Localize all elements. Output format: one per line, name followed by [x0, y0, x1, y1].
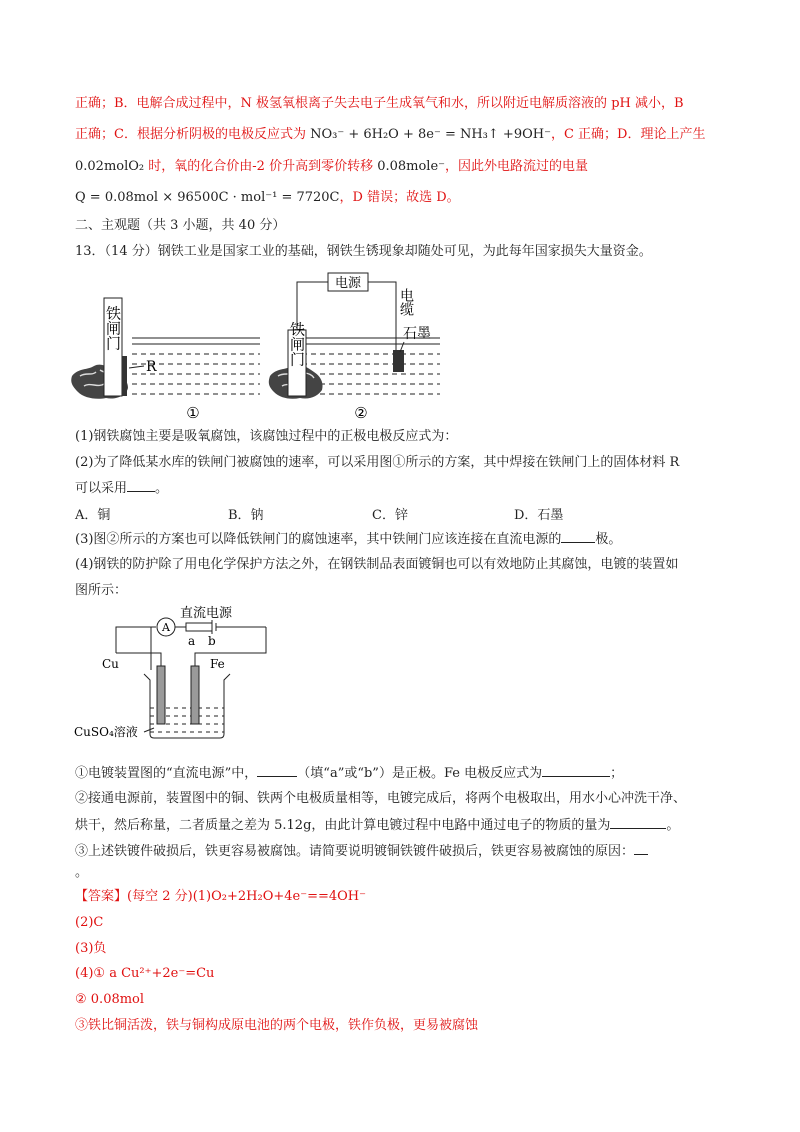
terminal-a: a: [188, 634, 196, 648]
prev-answer-text: ，C 正确；D．理论上产生: [550, 127, 706, 142]
diagram-1: [71, 298, 260, 422]
answer-line-2: (2)C: [75, 915, 104, 930]
prev-answer-line-1: 正确；B．电解合成过程中，N 极氢氧根离子失去电子生成氧气和水，所以附近电解质溶液的 pH 减小，B: [75, 96, 684, 111]
gate-label: 铁闸门: [288, 321, 306, 367]
iron-electrode: [191, 666, 199, 724]
option-d[interactable]: D．石墨: [514, 508, 564, 523]
graphite-electrode: [393, 350, 404, 372]
subquestion-4-1: [75, 764, 623, 783]
subquestion-text: （填“a”或“b”）是正极。Fe 电极反应式为: [297, 766, 543, 781]
option-b[interactable]: B．钠: [228, 508, 264, 523]
answer-line-3: (3)负: [75, 941, 107, 956]
diagram-2: [269, 273, 440, 422]
answer-line-5: ② 0.08mol: [75, 992, 145, 1007]
figure-number-2: ②: [354, 404, 368, 422]
solution-label: CuSO₄溶液: [74, 725, 138, 739]
answer-blank[interactable]: [634, 842, 648, 855]
graphite-label: 石墨: [403, 326, 431, 342]
subquestion-text: ；: [610, 766, 624, 781]
answer-line-1: [75, 888, 366, 906]
subquestion-text: 烘干，然后称量，二者质量之差为 5.12g，由此计算电镀过程中电路中通过电子的物质的量为: [75, 818, 611, 833]
dc-power-label: 直流电源: [179, 606, 233, 621]
prev-answer-line-3: [75, 158, 588, 176]
answer-line-6: ③铁比铜活泼，铁与铜构成原电池的两个电极，铁作负极，更易被腐蚀: [75, 1018, 479, 1033]
subquestion-text: (3)图②所示的方案也可以降低铁闸门的腐蚀速率，其中铁闸门应该连接在直流电源的: [75, 532, 562, 547]
section-title: 二、主观题（共 3 小题，共 40 分）: [75, 218, 286, 233]
answer-blank[interactable]: [542, 764, 610, 777]
subquestion-text: 极。: [595, 532, 622, 547]
figure-iron-gate: [70, 272, 450, 422]
r-block: [122, 356, 127, 396]
answer-tag: 【答案】: [75, 889, 128, 904]
oxygen-amount: 0.02molO₂: [75, 159, 145, 174]
prev-answer-text: 时，氧的化合价由-2 价升高到零价转移: [144, 159, 378, 174]
subquestion-text: 。: [666, 818, 680, 833]
ammeter-label: A: [162, 621, 170, 634]
subquestion-3: [75, 530, 621, 549]
prev-answer-line-4: [75, 189, 460, 207]
terminal-b: b: [208, 634, 216, 648]
answer-blank[interactable]: [561, 530, 595, 543]
subquestion-text: ③上述铁镀件破损后，铁更容易被腐蚀。请简要说明镀铜铁镀件破损后，铁更容易被腐蚀的原因：: [75, 844, 635, 859]
answer-line-4: (4)① a Cu²⁺+2e⁻=Cu: [75, 966, 215, 981]
prev-answer-line-2: [75, 126, 705, 144]
answer-blank[interactable]: [127, 479, 155, 492]
copper-electrode: [157, 666, 165, 724]
subquestion-1: (1)钢铁腐蚀主要是吸氧腐蚀，该腐蚀过程中的正极电极反应式为：: [75, 429, 458, 444]
question-13-stem: 13．（14 分）钢铁工业是国家工业的基础，钢铁生锈现象却随处可见，为此每年国家损失大量资金。: [75, 244, 652, 259]
electron-amount: 0.08mole⁻: [377, 159, 446, 174]
cable-label: 电缆: [398, 288, 414, 316]
charge-equation: Q = 0.08mol × 96500C · mol⁻¹ = 7720C: [75, 190, 340, 205]
subquestion-text: ①电镀装置图的“直流电源”中，: [75, 766, 258, 781]
figure-number-1: ①: [186, 404, 200, 422]
answer-blank[interactable]: [257, 764, 297, 777]
option-c[interactable]: C．锌: [372, 508, 408, 523]
subquestion-4-2-line-2: [75, 816, 679, 835]
subquestion-text: 可以采用: [75, 481, 128, 496]
power-label: 电源: [334, 276, 362, 291]
option-a[interactable]: A．铜: [75, 508, 111, 523]
battery-negative: [186, 623, 212, 631]
subquestion-text: 。: [155, 481, 169, 496]
subquestion-4-3: [75, 842, 648, 861]
answer-blank[interactable]: [610, 816, 666, 829]
r-label: R: [146, 359, 157, 375]
prev-answer-text: ，因此外电路流过的电量: [445, 159, 589, 174]
fe-label: Fe: [210, 657, 225, 671]
cu-label: Cu: [102, 657, 119, 671]
prev-answer-text: ，D 错误；故选 D。: [339, 190, 460, 205]
prev-answer-text: 正确；C．根据分析阴极的电极反应式为: [75, 127, 311, 142]
subquestion-4-line-2: 图所示：: [75, 583, 128, 598]
subquestion-4-3-end: 。: [75, 865, 89, 880]
subquestion-4-2-line-1: ②接通电源前，装置图中的铜、铁两个电极质量相等，电镀完成后，将两个电极取出，用水小心冲洗干净、: [75, 791, 687, 806]
subquestion-4-line-1: (4)钢铁的防护除了用电化学保护方法之外，在钢铁制品表面镀铜也可以有效地防止其腐蚀，电镀的装置如: [75, 557, 679, 572]
cathode-equation: NO₃⁻ + 6H₂O + 8e⁻ = NH₃↑ +9OH⁻: [310, 127, 551, 142]
figure-electroplating: [70, 600, 290, 745]
subquestion-2-line-1: (2)为了降低某水库的铁闸门被腐蚀的速率，可以采用图①所示的方案，其中焊接在铁闸门上的固体材料 R: [75, 455, 680, 470]
gate-label: 铁闸门: [104, 305, 122, 351]
subquestion-2-line-2: [75, 479, 168, 498]
answer-text: (每空 2 分)(1)O₂+2H₂O+4e⁻==4OH⁻: [127, 889, 366, 904]
